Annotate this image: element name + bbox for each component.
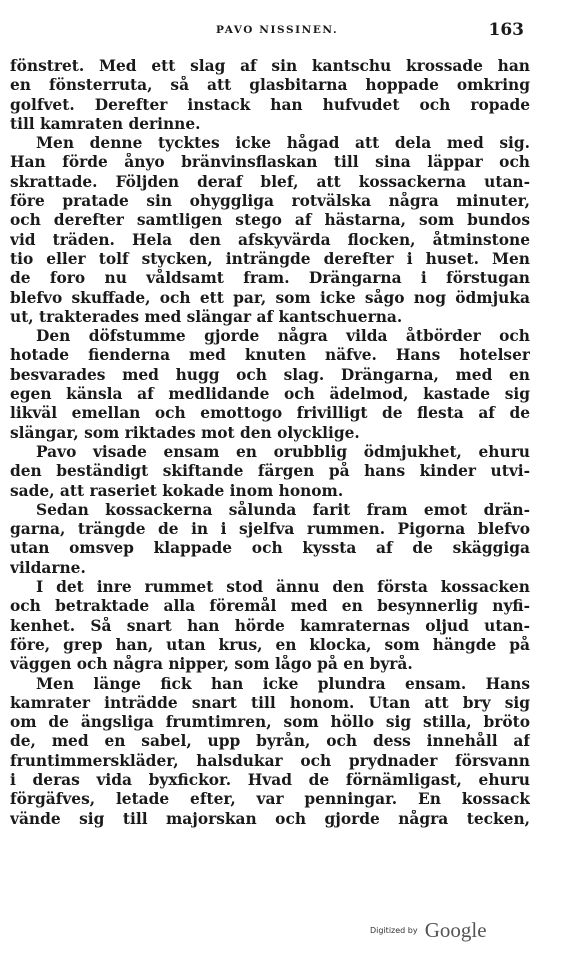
text-line: likväl emellan och emottogo frivilligt de flesta af de [10,404,530,423]
text-line: golfvet. Derefter instack han hufvudet och ropade [10,95,530,114]
text-line: före pratade sin ohyggliga rotvälska några minuter, [10,192,530,211]
text-line: kamrater inträdde snart till honom. Utan att bry sig [10,693,530,712]
text-line: besvarades med hugg och slag. Drängarna, med en [10,365,530,384]
text-line: i deras vida byxfickor. Hvad de förnämligast, ehuru [10,770,530,789]
text-line: tio eller tolf stycken, inträngde derefter i huset. Men [10,249,530,268]
text-line: hotade fienderna med knuten näfve. Hans hotelser [10,346,530,365]
text-line: utan omsvep klappade och kyssta af de skäggiga [10,539,530,558]
text-line: och betraktade alla föremål med en besynnerlig nyfi- [10,597,530,616]
text-line: de, med en sabel, upp byrån, och dess innehåll af [10,732,530,751]
text-line: Den döfstumme gjorde några vilda åtbörder och [36,327,530,346]
text-line: före, grep han, utan krus, en klocka, som hängde på [10,635,530,654]
body-text [10,57,530,829]
running-title: PAVO NISSINEN. [216,24,339,36]
text-line: vildarne. [10,558,86,577]
text-line: blefvo skuffade, och ett par, som icke sågo nog ödmjuka [10,288,530,307]
text-line: skrattade. Följden deraf blef, att kossackerna utan- [10,172,530,191]
text-line: garna, trängde de in i sjelfva rummen. Pigorna blefvo [10,520,530,539]
running-head [32,22,530,44]
text-line: fönstret. Med ett slag af sin kantschu krossade han [10,57,530,75]
text-line: till kamraten derinne. [10,114,201,133]
text-line: Han förde ånyo bränvinsflaskan till sina läppar och [10,153,530,172]
digitized-label: Digitized by [370,926,418,935]
page-number: 163 [488,20,524,40]
text-line: Men länge fick han icke plundra ensam. Hans [36,674,530,693]
text-line: och derefter samtligen stego af hästarna, som bundos [10,211,530,230]
text-line: fruntimmerskläder, halsdukar och prydnader försvann [10,751,530,770]
text-line: Men denne tycktes icke hågad att dela med sig. [36,134,530,153]
text-line: sade, att raseriet kokade inom honom. [10,481,344,500]
text-line: ut, trakterades med slängar af kantschuerna. [10,307,403,326]
text-line: Pavo visade ensam en orubblig ödmjukhet, ehuru [36,442,530,461]
text-line: om de ängsliga frumtimren, som höllo sig stilla, bröto [10,713,530,732]
text-line: vid träden. Hela den afskyvärda flocken, åtminstone [10,230,530,249]
text-line: vände sig till majorskan och gjorde några tecken, [10,809,530,828]
text-line: en fönsterruta, så att glasbitarna hoppade omkring [10,76,530,95]
text-line: Sedan kossackerna sålunda farit fram emot drän- [36,500,530,519]
text-line: förgäfves, letade efter, var penningar. En kossack [10,790,530,809]
text-line: slängar, som riktades mot den olycklige. [10,423,360,442]
digitized-by-google-watermark [370,918,487,948]
google-logo-text: Google [424,918,487,942]
text-line: kenhet. Så snart han hörde kamraternas oljud utan- [10,616,530,635]
text-line: I det inre rummet stod ännu den första kossacken [36,578,530,597]
text-line: väggen och några nipper, som lågo på en byrå. [10,655,413,674]
text-line: egen känsla af medlidande och ädelmod, kastade sig [10,385,530,404]
text-line: den beständigt skiftande färgen på hans kinder utvi- [10,462,530,481]
text-line: de foro nu våldsamt fram. Drängarna i förstugan [10,269,530,288]
